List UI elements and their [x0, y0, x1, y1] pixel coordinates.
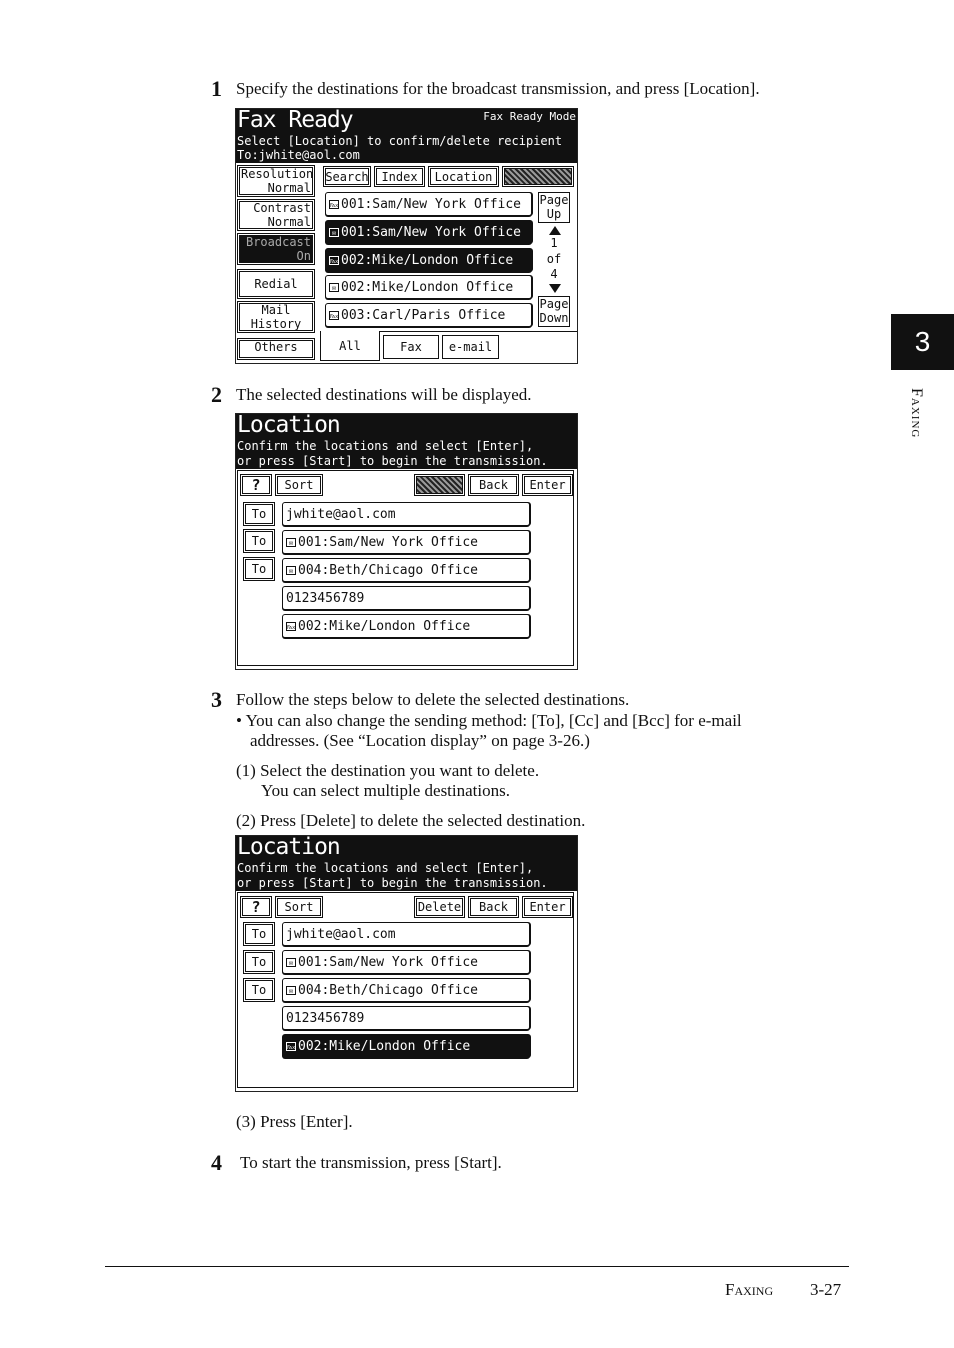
mail-icon: ✉ [286, 958, 296, 967]
list-item[interactable]: ℻ 001:Sam/New York Office [325, 192, 532, 216]
screen-title: Location [237, 413, 340, 438]
instruction-line: Confirm the locations and select [Enter], [237, 439, 534, 453]
to-button[interactable]: To [243, 529, 275, 553]
index-button[interactable]: Index [374, 166, 425, 187]
destination-row[interactable]: 0123456789 [282, 586, 530, 610]
screen-title: Location [237, 835, 340, 860]
broadcast-button[interactable]: Broadcast On [237, 233, 315, 265]
mode-label: Fax Ready Mode [483, 110, 576, 123]
location-button[interactable]: Location [428, 166, 499, 187]
help-button[interactable]: ? [240, 896, 272, 918]
destination-row[interactable]: jwhite@aol.com [282, 922, 530, 946]
to-button[interactable]: To [243, 950, 275, 974]
down-arrow-icon [549, 284, 561, 293]
footer-section: Faxing [725, 1280, 774, 1299]
step-number: 2 [211, 382, 222, 407]
step-number: 1 [211, 76, 222, 101]
screen-title: Fax Ready [237, 108, 353, 133]
mail-history-button[interactable]: Mail History [237, 301, 315, 333]
sort-button[interactable]: Sort [275, 896, 323, 918]
fax-icon: ℻ [330, 200, 339, 209]
step-number: 4 [211, 1150, 222, 1175]
instruction-line: or press [Start] to begin the transmission. [237, 876, 548, 890]
resolution-button[interactable]: Resolution Normal [237, 165, 315, 197]
fax-ready-screen [235, 108, 578, 364]
mail-icon: ✉ [286, 986, 296, 995]
chapter-side-label: Faxing [908, 388, 925, 439]
fax-icon: ℻ [330, 311, 339, 320]
substep-text: You can select multiple destinations. [261, 781, 510, 800]
destination-row[interactable]: ✉ 001:Sam/New York Office [282, 950, 530, 974]
mail-icon: ✉ [329, 228, 339, 237]
destination-row[interactable]: ✉ 001:Sam/New York Office [282, 530, 530, 554]
page-of: of [546, 252, 562, 266]
search-button[interactable]: Search [323, 166, 371, 187]
chapter-tab [891, 314, 954, 370]
page-current: 1 [550, 236, 558, 250]
fax-icon: ℻ [287, 1042, 296, 1051]
contrast-button[interactable]: Contrast Normal [237, 199, 315, 231]
page-up-button[interactable]: Page Up [539, 193, 569, 221]
tab-fax[interactable]: Fax [383, 335, 439, 359]
to-button[interactable]: To [243, 502, 275, 526]
destination-row[interactable]: 0123456789 [282, 1006, 530, 1030]
mail-icon: ✉ [329, 283, 339, 292]
list-item-selected[interactable]: ℻ 002:Mike/London Office [325, 248, 532, 272]
fax-icon: ℻ [330, 256, 339, 265]
back-button[interactable]: Back [468, 474, 519, 496]
step-text: The selected destinations will be displayed. [236, 385, 532, 404]
chapter-number: 3 [914, 326, 931, 357]
enter-button[interactable]: Enter [522, 474, 573, 496]
step-number: 3 [211, 687, 222, 712]
tab-all[interactable]: All [320, 331, 380, 361]
footer-rule [105, 1266, 849, 1267]
to-button[interactable]: To [243, 978, 275, 1002]
step-text: Follow the steps below to delete the selected destinations. [236, 690, 630, 709]
tab-email[interactable]: e-mail [442, 335, 499, 359]
destination-row[interactable]: ✉ 004:Beth/Chicago Office [282, 978, 530, 1002]
destination-row[interactable]: ✉ 004:Beth/Chicago Office [282, 558, 530, 582]
bullet-text: • You can also change the sending method: [To], [Cc] and [Bcc] for e-mail [236, 711, 742, 730]
disabled-button [502, 166, 574, 187]
to-button[interactable]: To [243, 557, 275, 581]
substep-text: (3) Press [Enter]. [236, 1112, 353, 1131]
list-item[interactable]: ℻ 003:Carl/Paris Office [325, 303, 532, 327]
delete-button[interactable]: Delete [414, 896, 465, 918]
recipient-line: To:jwhite@aol.com [237, 148, 360, 162]
substep-text: (2) Press [Delete] to delete the selected destination. [236, 811, 586, 830]
location-screen [235, 413, 578, 670]
step-text: To start the transmission, press [Start]. [240, 1153, 502, 1172]
destination-row[interactable]: ℻ 002:Mike/London Office [282, 614, 530, 638]
list-item-selected[interactable]: ✉ 001:Sam/New York Office [325, 220, 532, 244]
redial-button[interactable]: Redial [237, 269, 315, 299]
step-text: Specify the destinations for the broadcast transmission, and press [Location]. [236, 79, 760, 98]
fax-icon: ℻ [287, 622, 296, 631]
others-button[interactable]: Others [237, 338, 315, 360]
enter-button[interactable]: Enter [522, 896, 573, 918]
substep-text: (1) Select the destination you want to delete. [236, 761, 540, 780]
destination-row-selected[interactable]: ℻ 002:Mike/London Office [282, 1034, 530, 1058]
page-down-button[interactable]: Page Down [539, 297, 569, 325]
instruction-line: Select [Location] to confirm/delete recipient [237, 134, 563, 148]
help-button[interactable]: ? [240, 474, 272, 496]
mail-icon: ✉ [286, 538, 296, 547]
page-total: 4 [550, 267, 558, 281]
back-button[interactable]: Back [468, 896, 519, 918]
up-arrow-icon [549, 226, 561, 235]
footer-page-number: 3-27 [810, 1280, 842, 1299]
instruction-line: Confirm the locations and select [Enter], [237, 861, 534, 875]
sort-button[interactable]: Sort [275, 474, 323, 496]
list-item[interactable]: ✉ 002:Mike/London Office [325, 275, 532, 299]
screen-header [236, 109, 577, 163]
screen-header [236, 836, 577, 891]
to-button[interactable]: To [243, 922, 275, 946]
instruction-line: or press [Start] to begin the transmission. [237, 454, 548, 468]
location-delete-screen [235, 835, 578, 1092]
screen-header [236, 414, 577, 469]
mail-icon: ✉ [286, 566, 296, 575]
destination-row[interactable]: jwhite@aol.com [282, 502, 530, 526]
bullet-text: addresses. (See “Location display” on page 3-26.) [250, 731, 590, 750]
delete-button [414, 474, 465, 496]
